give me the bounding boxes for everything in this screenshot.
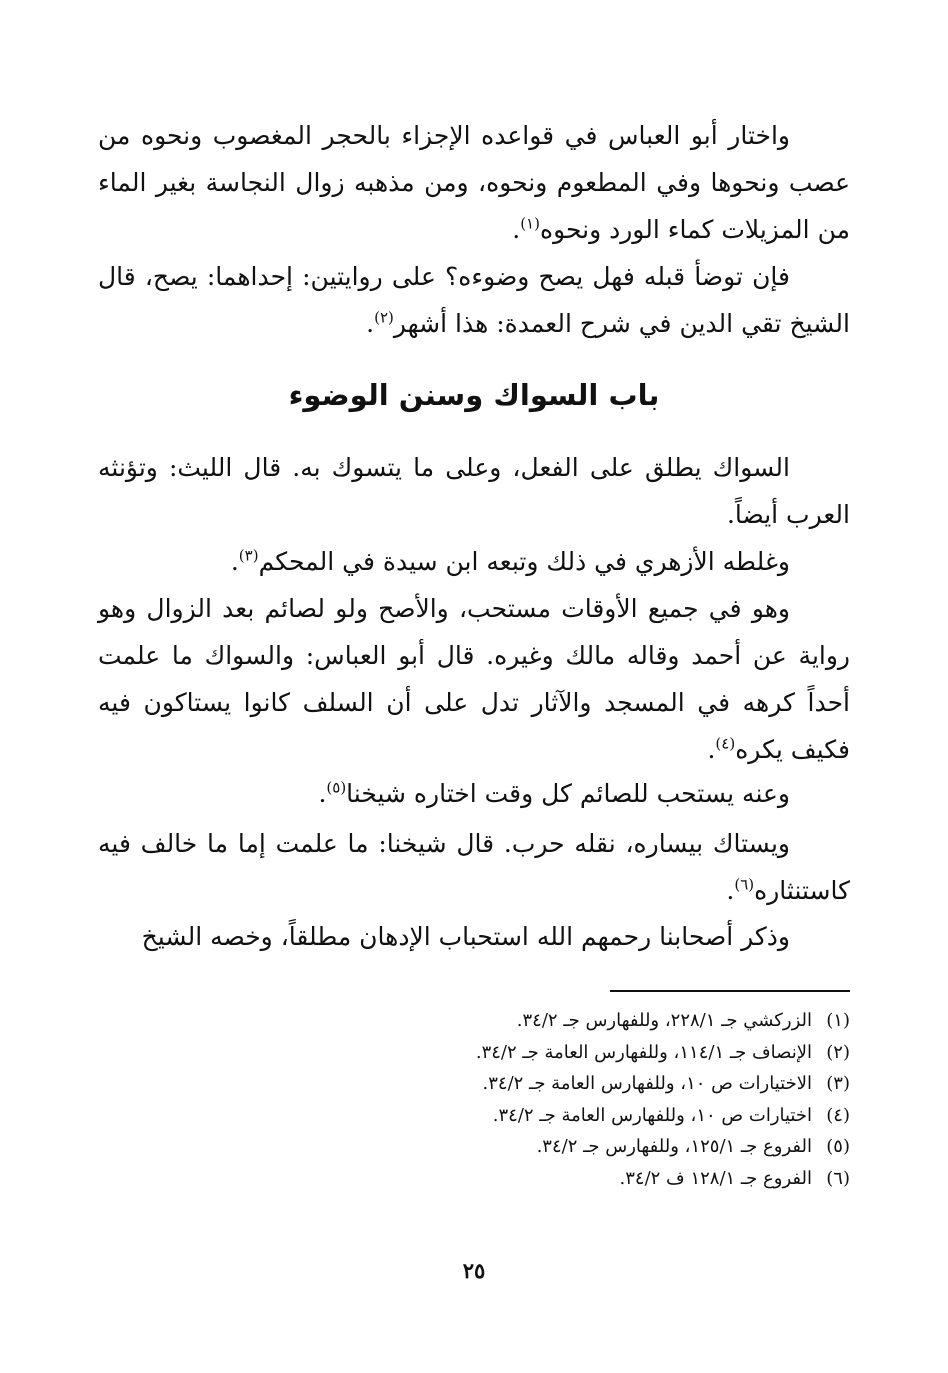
- footnote-item: [250, 1100, 850, 1132]
- footnote-text: الفروع جـ ١٢٥/١، وللفهارس جـ ٣٤/٢.: [536, 1136, 812, 1157]
- paragraph-fasting: [98, 770, 850, 817]
- paragraph-text: وهو في جميع الأوقات مستحب، والأصح ولو لصائم بعد الزوال وهو رواية عن أحمد وقاله مالك وغيره. قال أبو العباس: والسواك ما علمت أحداً كرهه في المسجد والآثار تدل على أن السلف كانوا يستاكون فيه فكيف يكره: [98, 594, 850, 764]
- paragraph-text: وعنه يستحب للصائم كل وقت اختاره شيخنا: [346, 779, 790, 808]
- footnote-ref-1[interactable]: (١): [520, 214, 540, 233]
- paragraph-end: .: [512, 215, 521, 244]
- footnote-ref-4[interactable]: (٤): [715, 734, 736, 753]
- footnote-item: [250, 1163, 850, 1195]
- paragraph-siwak-times: [98, 585, 850, 773]
- footnote-number: (٢): [826, 1041, 850, 1063]
- paragraph-text: واختار أبو العباس في قواعده الإجزاء بالحجر المغصوب ونحوه من عصب ونحوها وفي المطعوم ونحوه، ومن مذهبه زوال النجاسة بغير الماء من المزيلات كماء الورد ونحوه: [98, 121, 850, 244]
- footnote-text: اختيارات ص ١٠، وللفهارس العامة جـ ٣٤/٢.: [492, 1104, 812, 1126]
- footnote-ref-3[interactable]: (٣): [238, 546, 259, 565]
- paragraph-left-hand: [98, 820, 850, 914]
- paragraph-siwak-definition: [98, 444, 850, 538]
- paragraph-azhari: [98, 538, 850, 585]
- paragraph-text: وذكر أصحابنا رحمهم الله استحباب الإدهان مطلقاً، وخصه الشيخ: [141, 922, 790, 951]
- paragraph-end: .: [366, 309, 375, 338]
- footnote-number: (٦): [826, 1167, 850, 1189]
- paragraph-text: وغلطه الأزهري في ذلك وتبعه ابن سيدة في المحكم: [258, 547, 790, 576]
- footnote-ref-2[interactable]: (٢): [374, 308, 394, 327]
- footnote-text: الاختيارات ص ١٠، وللفهارس العامة جـ ٣٤/٢.: [482, 1073, 812, 1094]
- footnote-text: الزركشي جـ ٢٢٨/١، وللفهارس جـ ٣٤/٢.: [516, 1010, 812, 1031]
- footnote-ref-5[interactable]: (٥): [326, 778, 347, 797]
- page-number: ٢٥: [462, 1258, 486, 1283]
- footnote-number: (٥): [826, 1136, 850, 1157]
- footnote-number: (٤): [826, 1104, 850, 1126]
- footnote-number: (٣): [826, 1073, 850, 1094]
- paragraph-text: فإن توضأ قبله فهل يصح وضوءه؟ على روايتين: إحداهما: يصح، قال الشيخ تقي الدين في شرح العمدة: هذا أشهر: [98, 262, 850, 338]
- footnote-item: [250, 1131, 850, 1163]
- footnotes-list: [250, 1005, 850, 1194]
- footnote-item: [250, 1068, 850, 1100]
- paragraph-text: السواك يطلق على الفعل، وعلى ما يتسوك به. قال الليث: وتؤنثه العرب أيضاً: [98, 453, 850, 529]
- paragraph-abu-abbas-istinja: [98, 112, 850, 253]
- paragraph-end: .: [318, 779, 327, 808]
- paragraph-text: ويستاك بيساره، نقله حرب. قال شيخنا: ما علمت إما ما خالف فيه كاستنثاره: [98, 829, 850, 905]
- paragraph-wudu-before: [98, 253, 850, 347]
- footnote-text: الفروع جـ ١٢٨/١ ف ٣٤/٢.: [619, 1167, 812, 1189]
- footnote-item: [250, 1037, 850, 1069]
- footnote-text: الإنصاف جـ ١١٤/١، وللفهارس العامة جـ ٣٤/٢.: [475, 1041, 812, 1063]
- chapter-heading: باب السواك وسنن الوضوء: [288, 378, 660, 412]
- footnote-item: [250, 1005, 850, 1037]
- paragraph-end: .: [726, 876, 735, 905]
- paragraph-end: .: [726, 500, 735, 529]
- paragraph-end: .: [707, 735, 716, 764]
- paragraph-idhan: [98, 913, 850, 960]
- paragraph-end: .: [230, 547, 239, 576]
- footnote-number: (١): [826, 1010, 850, 1031]
- footnote-ref-6[interactable]: (٦): [734, 875, 755, 894]
- footnote-separator: [610, 990, 850, 992]
